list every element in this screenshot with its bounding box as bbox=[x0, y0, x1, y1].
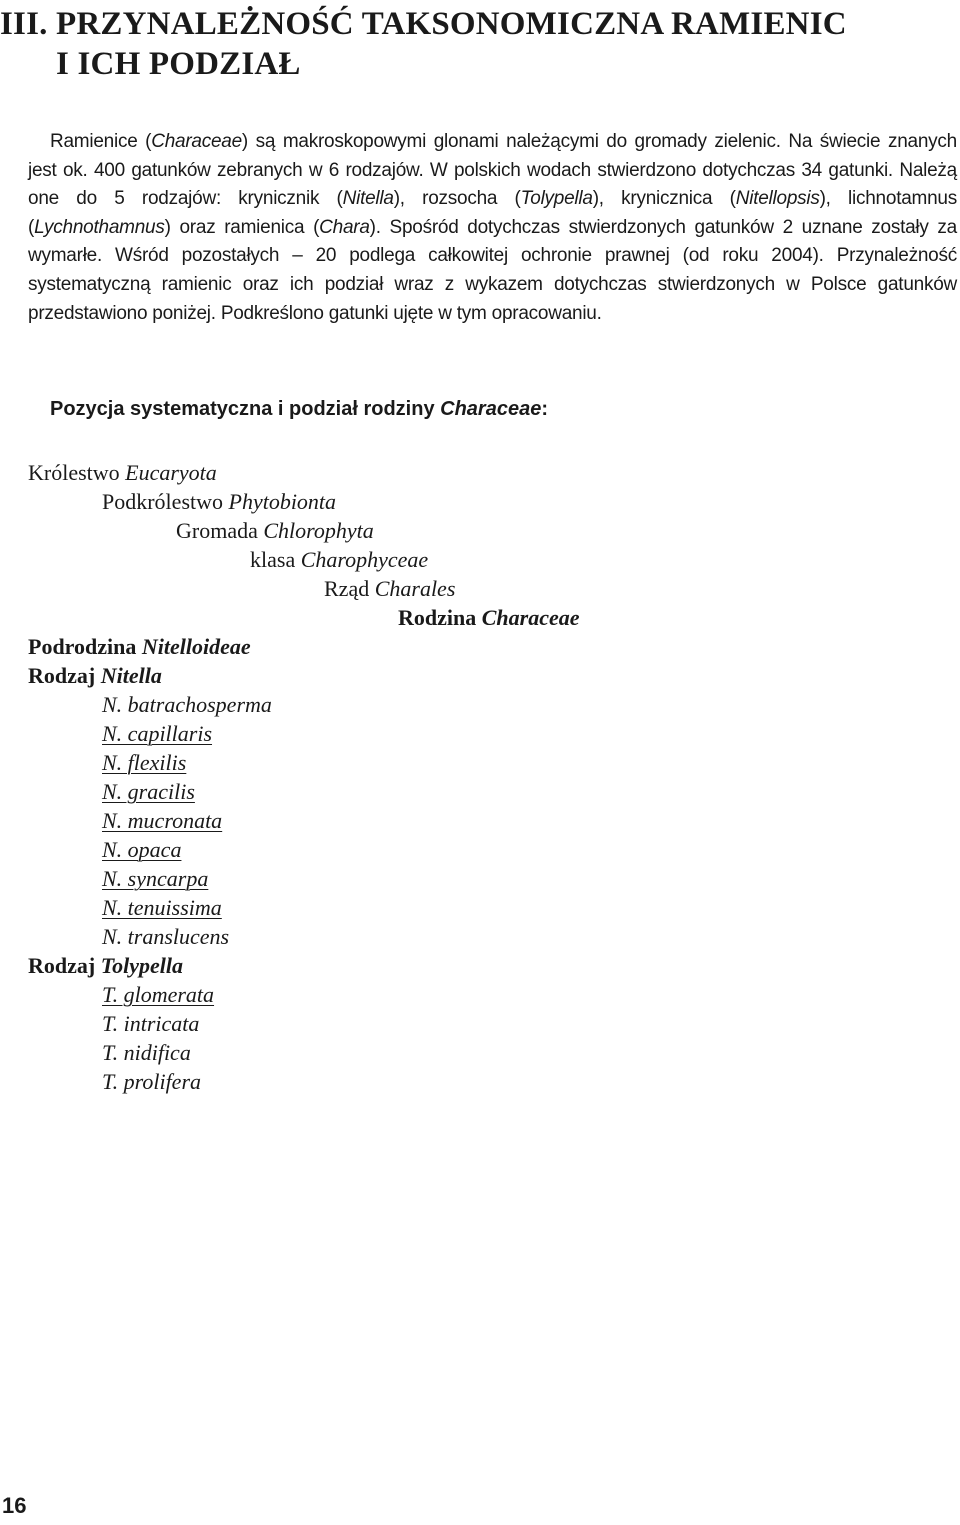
rank-label: Rząd bbox=[324, 576, 375, 601]
species-name: N. mucronata bbox=[102, 808, 223, 833]
taxon-name: Tolypella bbox=[520, 188, 593, 210]
rank-label: Rodzaj bbox=[28, 663, 101, 688]
subfamily-heading bbox=[28, 632, 251, 661]
intro-text-run: ), krynicznica ( bbox=[592, 188, 736, 210]
species-item bbox=[28, 980, 214, 1009]
taxon-rank-row bbox=[324, 576, 455, 602]
genus-heading bbox=[28, 951, 183, 980]
species-name: T. nidifica bbox=[102, 1040, 191, 1065]
species-name: N. syncarpa bbox=[102, 866, 209, 891]
rank-label: Podkrólestwo bbox=[102, 489, 229, 514]
species-name: N. capillaris bbox=[102, 721, 213, 746]
rank-taxon: Charophyceae bbox=[300, 547, 429, 572]
taxon-name: Tolypella bbox=[100, 953, 184, 978]
rank-label: klasa bbox=[250, 547, 301, 572]
intro-text-run: ), lichnotamnus ( bbox=[28, 188, 957, 238]
taxon-rank-row bbox=[250, 547, 428, 573]
rank-label: Rodzaj bbox=[28, 953, 101, 978]
species-item bbox=[28, 1038, 191, 1067]
rank-taxon: Characeae bbox=[481, 605, 580, 630]
species-item bbox=[28, 777, 195, 806]
intro-text-run: ). Spośród dotychczas stwierdzonych gatunków 2 uznane zostały za wymarłe. Wśród pozostałych – 20 podlega całkowitej ochronie prawnej (od roku 2004). Przynależność systematyczną ramienic oraz ich podział wraz z wykazem dotychczas stwierdzonych w Polsce gatunków przedstawiono poniżej. Podkreślono gatunki ujęte w tym opracowaniu. bbox=[28, 216, 957, 324]
species-name: N. batrachosperma bbox=[102, 692, 272, 717]
taxon-name: Nitella bbox=[100, 663, 162, 688]
intro-text-run: ), rozsocha ( bbox=[393, 188, 521, 210]
intro-text-run: ) są makroskopowymi glonami należącymi do gromady zielenic. Na świecie znanych jest ok. 400 gatunków zebranych w 6 rodzajów. W polskich wodach stwierdzono dotychczas 34 gatunki. Należą one do 5 rodzajów: krynicznik ( bbox=[28, 131, 957, 210]
species-item bbox=[28, 893, 222, 922]
subheading-prefix: Pozycja systematyczna i podział rodziny bbox=[50, 398, 441, 420]
rank-taxon: Eucaryota bbox=[125, 460, 217, 485]
species-item bbox=[28, 1067, 201, 1096]
species-item bbox=[28, 864, 208, 893]
species-name: N. gracilis bbox=[102, 779, 195, 804]
intro-text-run: Ramienice ( bbox=[50, 131, 152, 152]
species-item bbox=[28, 806, 222, 835]
species-name: T. glomerata bbox=[102, 982, 215, 1007]
species-name: N. opaca bbox=[102, 837, 182, 862]
species-item bbox=[28, 748, 186, 777]
species-item bbox=[28, 690, 272, 719]
species-item bbox=[28, 719, 212, 748]
taxon-name: Characeae bbox=[151, 131, 242, 152]
chapter-heading-line2: I ICH PODZIAŁ bbox=[56, 46, 301, 82]
species-name: T. prolifera bbox=[102, 1069, 202, 1094]
taxon-rank-row bbox=[176, 518, 374, 544]
taxon-rank-row bbox=[398, 605, 580, 631]
species-item bbox=[28, 835, 181, 864]
rank-label: Królestwo bbox=[28, 460, 126, 485]
subheading-taxon: Characeae bbox=[440, 398, 542, 420]
species-name: N. flexilis bbox=[102, 750, 187, 775]
species-item bbox=[28, 922, 229, 951]
rank-label: Podrodzina bbox=[28, 634, 142, 659]
chapter-heading bbox=[0, 4, 847, 84]
taxon-name: Lychnothamnus bbox=[34, 216, 165, 238]
intro-text-run: ) oraz ramienica ( bbox=[164, 216, 320, 238]
species-name: T. intricata bbox=[102, 1011, 200, 1036]
chapter-heading-line1: III. PRZYNALEŻNOŚĆ TAKSONOMICZNA RAMIENIC bbox=[0, 6, 847, 42]
taxon-name: Chara bbox=[319, 216, 370, 238]
species-name: N. translucens bbox=[102, 924, 230, 949]
rank-taxon: Chlorophyta bbox=[263, 518, 374, 543]
taxon-rank-row bbox=[28, 460, 217, 486]
rank-label: Gromada bbox=[176, 518, 264, 543]
taxon-name: Nitella bbox=[342, 188, 394, 210]
species-item bbox=[28, 1009, 199, 1038]
section-subheading bbox=[50, 398, 548, 421]
taxon-rank-row bbox=[102, 489, 336, 515]
intro-paragraph bbox=[28, 128, 957, 328]
genus-heading bbox=[28, 661, 162, 690]
taxon-name: Nitellopsis bbox=[735, 188, 820, 210]
rank-taxon: Charales bbox=[374, 576, 456, 601]
intro-text bbox=[28, 128, 957, 328]
page-number: 16 bbox=[2, 1493, 27, 1518]
subheading-suffix: : bbox=[541, 398, 548, 420]
taxon-name: Nitelloideae bbox=[141, 634, 251, 659]
rank-taxon: Phytobionta bbox=[228, 489, 337, 514]
rank-label: Rodzina bbox=[398, 605, 482, 630]
species-name: N. tenuissima bbox=[102, 895, 222, 920]
